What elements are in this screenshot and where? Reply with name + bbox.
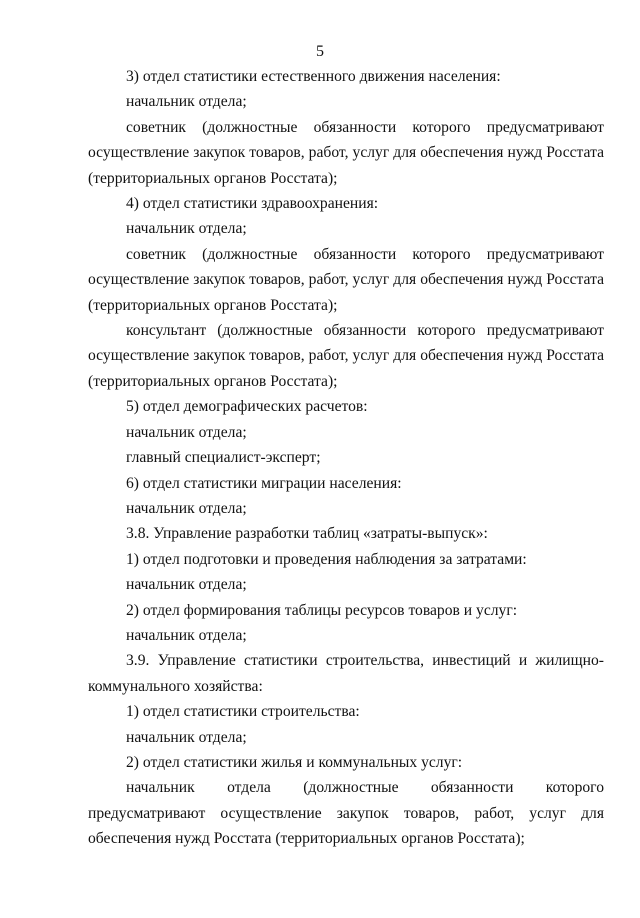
paragraph-head-of-dept: начальник отдела; <box>126 576 247 594</box>
paragraph-advisor: советник (должностные обязанности которого предусматривают осуществление закупок товаров, работ, услуг для обеспечения нужд Росстата (территориальных органов Росстата); <box>88 245 604 314</box>
paragraph-dept-housing: 2) отдел статистики жилья и коммунальных услуг: <box>126 753 463 771</box>
paragraph-dept-construction: 1) отдел статистики строительства: <box>126 703 360 721</box>
paragraph-dept-natural-movement: 3) отдел статистики естественного движения населения: <box>126 68 501 85</box>
paragraph-dept-demographic: 5) отдел демографических расчетов: <box>126 398 368 416</box>
paragraph-head-of-dept: начальник отдела; <box>126 626 247 644</box>
paragraph-head-of-dept-duties: начальник отдела (должностные обязанности которого предусматривают осуществление закупок товаров, работ, услуг для обеспечения нужд Росстата (территориальных органов Росстата); <box>88 779 604 848</box>
paragraph-dept-migration: 6) отдел статистики миграции населения: <box>126 474 402 492</box>
paragraph-head-of-dept: начальник отдела; <box>126 499 247 517</box>
paragraph-dept-healthcare: 4) отдел статистики здравоохранения: <box>126 195 379 213</box>
paragraph-consultant: консультант (должностные обязанности которого предусматривают осуществление закупок товаров, работ, услуг для обеспечения нужд Росстата (территориальных органов Росстата); <box>88 322 604 390</box>
document-body <box>88 64 604 852</box>
paragraph-section-3-8: 3.8. Управление разработки таблиц «затраты-выпуск»: <box>126 525 488 543</box>
paragraph-head-of-dept: начальник отдела; <box>126 728 247 746</box>
page-number: 5 <box>316 43 324 60</box>
paragraph-head-of-dept: начальник отдела; <box>126 220 247 238</box>
paragraph-head-of-dept: начальник отдела; <box>126 423 247 441</box>
paragraph-dept-resources-table: 2) отдел формирования таблицы ресурсов товаров и услуг: <box>126 601 518 619</box>
paragraph-advisor: советник (должностные обязанности которого предусматривают осуществление закупок товаров, работ, услуг для обеспечения нужд Росстата (территориальных органов Росстата); <box>88 118 604 187</box>
paragraph-dept-costs-observation: 1) отдел подготовки и проведения наблюдения за затратами: <box>126 550 527 568</box>
paragraph-head-of-dept: начальник отдела; <box>126 93 247 111</box>
paragraph-section-3-9: 3.9. Управление статистики строительства, инвестиций и жилищно-коммунального хозяйства: <box>88 652 604 695</box>
paragraph-chief-specialist: главный специалист-эксперт; <box>126 449 321 467</box>
